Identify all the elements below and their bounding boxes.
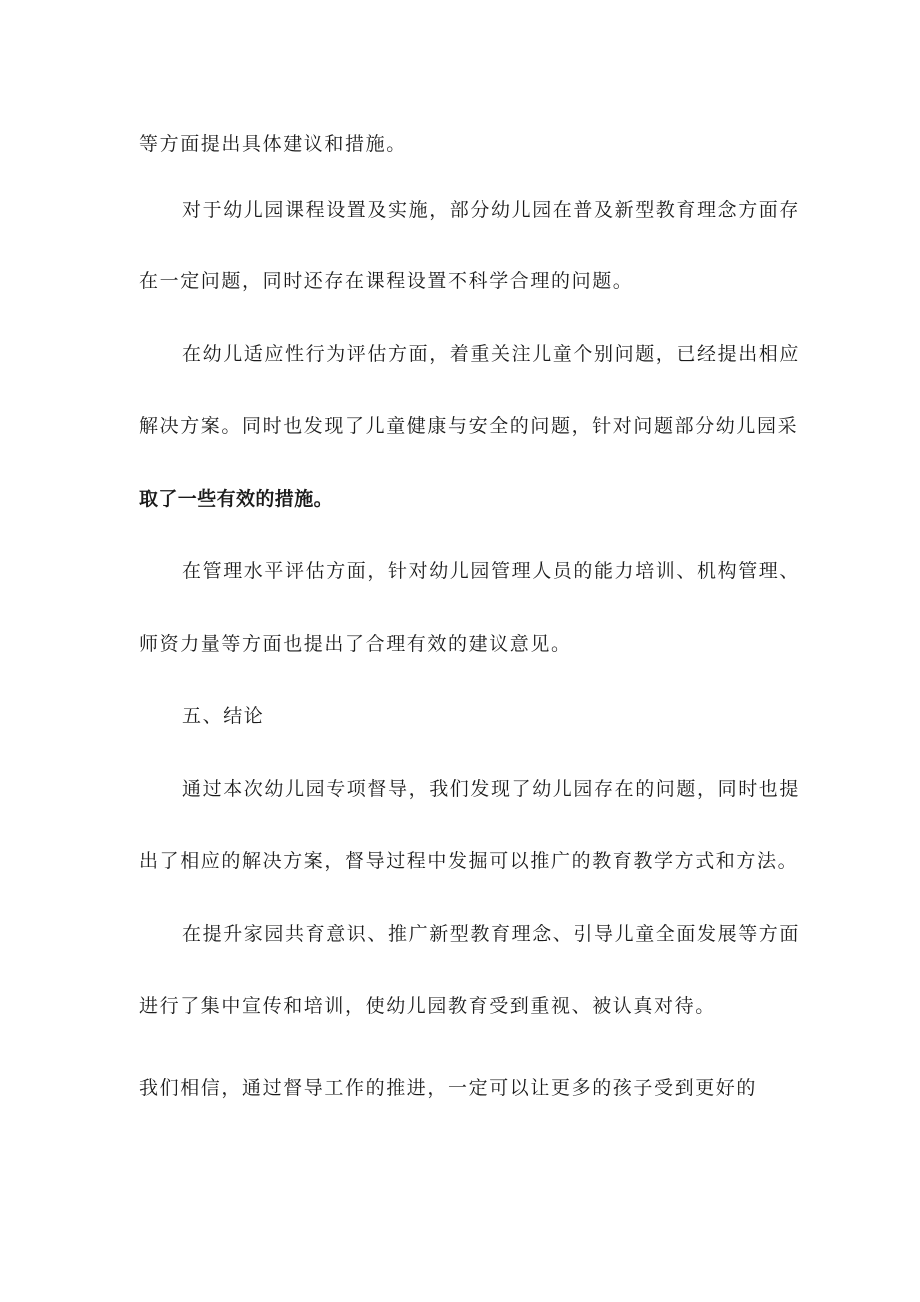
paragraph-promotion-line-2: 进行了集中宣传和培训，使幼儿园教育受到重视、被认真对待。 xyxy=(139,995,716,1017)
paragraph-curriculum-line-1: 对于幼儿园课程设置及实施，部分幼儿园在普及新型教育理念方面存 xyxy=(182,199,801,221)
section-heading-conclusion: 五、结论 xyxy=(182,705,265,727)
paragraph-promotion-line-1: 在提升家园共育意识、推广新型教育理念、引导儿童全面发展等方面 xyxy=(182,923,801,945)
text-line-1: 等方面提出具体建议和措施。 xyxy=(139,133,407,155)
paragraph-behavior-line-3: 取了一些有效的措施。 xyxy=(139,488,334,510)
paragraph-belief-line-1: 我们相信，通过督导工作的推进，一定可以让更多的孩子受到更好的 xyxy=(139,1077,758,1099)
paragraph-behavior-line-1: 在幼儿适应性行为评估方面，着重关注儿童个别问题，已经提出相应 xyxy=(182,343,801,365)
paragraph-management-line-2: 师资力量等方面也提出了合理有效的建议意见。 xyxy=(139,633,572,655)
paragraph-curriculum-line-2: 在一定问题，同时还存在课程设置不科学合理的问题。 xyxy=(139,270,634,292)
paragraph-behavior-line-2: 解决方案。同时也发现了儿童健康与安全的问题，针对问题部分幼儿园采 xyxy=(139,415,799,437)
paragraph-conclusion-line-2: 出了相应的解决方案，督导过程中发掘可以推广的教育教学方式和方法。 xyxy=(139,850,799,872)
paragraph-management-line-1: 在管理水平评估方面，针对幼儿园管理人员的能力培训、机构管理、 xyxy=(182,560,801,582)
paragraph-conclusion-line-1: 通过本次幼儿园专项督导，我们发现了幼儿园存在的问题，同时也提 xyxy=(182,778,801,800)
